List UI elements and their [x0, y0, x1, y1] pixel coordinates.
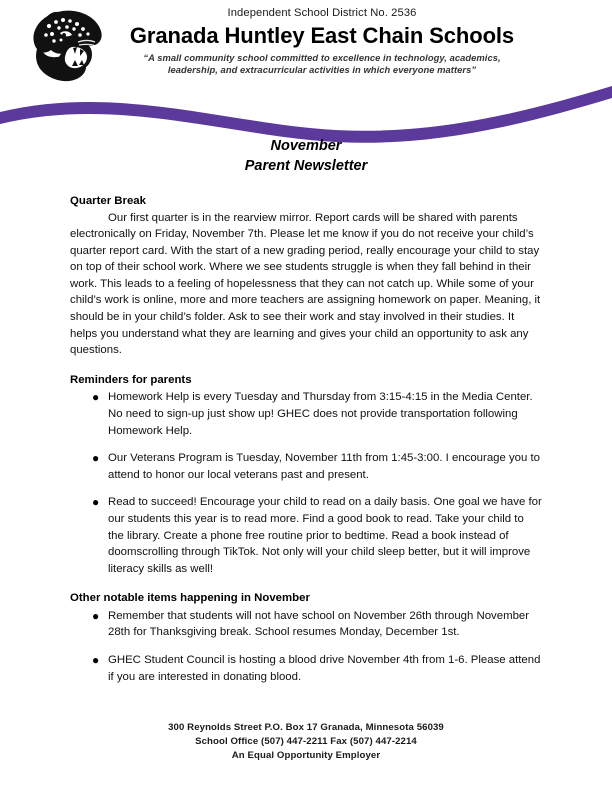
footer-phone: School Office (507) 447-2211 Fax (507) 447-2214 [195, 736, 417, 748]
bullet-icon: ● [92, 495, 100, 510]
list-item [70, 608, 542, 641]
newsletter-body [70, 193, 542, 685]
bullet-icon: ● [92, 652, 100, 667]
footer-address: 300 Reynolds Street P.O. Box 17 Granada, Minnesota 56039 [168, 722, 444, 733]
other-items-list [70, 608, 542, 685]
school-tagline [112, 52, 532, 77]
tagline-line-1: “A small community school committed to excellence in technology, academics, [143, 52, 501, 63]
list-item-text: Our Veterans Program is Tuesday, November 11th from 1:45-3:00. I encourage you to attend to honor our local veterans past and present. [108, 452, 541, 481]
newsletter-title [0, 136, 612, 176]
reminders-list [70, 389, 542, 577]
newsletter-month: November [270, 138, 342, 154]
list-item-text: Homework Help is every Tuesday and Thursday from 3:15-4:15 in the Media Center. No need to sign-up just show up! GHEC does not provide transportation following Homework Help. [108, 391, 533, 437]
section-heading: Reminders for parents [70, 373, 192, 386]
page-footer [0, 721, 612, 764]
footer-eoe: An Equal Opportunity Employer [231, 750, 381, 762]
jaguar-head-icon [16, 2, 108, 92]
section-reminders-for-parents [70, 372, 542, 577]
section-heading: Quarter Break [70, 195, 146, 207]
school-name: Granada Huntley East Chain Schools [129, 23, 515, 48]
district-line: Independent School District No. 2536 [227, 7, 417, 19]
bullet-icon: ● [92, 390, 100, 405]
purple-wave-divider [0, 84, 612, 144]
tagline-line-2: leadership, and extracurricular activities in which everyone matters” [167, 64, 477, 76]
bullet-icon: ● [92, 451, 100, 466]
section-quarter-break [70, 193, 542, 359]
list-item [70, 494, 542, 577]
section-paragraph: Our first quarter is in the rearview mirror. Report cards will be shared with parents electronically on Friday, November 7th. Please let me know if you do not receive your child’s quarter report card. With the start of a new grading period, really encourage your child to stay on top of their school work. Where we see students struggle is when they fall behind in their work. This leads to a feeling of hopelessness that they can not catch up. While some of your child’s work is online, more and more teachers are assigning homework on paper. Meaning, it should be in your child’s folder. Ask to see their work and stay involved in their studies. It helps you understand what they are learning and gives your child an opportunity to ask any questions. [70, 211, 541, 357]
list-item [70, 389, 542, 439]
masthead-text [112, 6, 532, 77]
newsletter-subtitle: Parent Newsletter [244, 158, 368, 174]
section-heading: Other notable items happening in November [70, 592, 310, 605]
wave-graphic [0, 84, 612, 144]
list-item-text: GHEC Student Council is hosting a blood drive November 4th from 1-6. Please attend if you are interested in donating blood. [108, 653, 541, 683]
list-item [70, 450, 542, 483]
list-item [70, 652, 542, 685]
bullet-icon: ● [92, 608, 100, 623]
list-item-text: Read to succeed! Encourage your child to read on a daily basis. One goal we have for our students this year is to read more. Find a good book to read. Take your child to the library. Create a phone free routine prior to bedtime. Read a book instead of doomscrolling through TikTok. Not only will your child sleep better, but it will improve literacy skills as well! [108, 496, 542, 575]
masthead [0, 0, 612, 96]
list-item-text: Remember that students will not have school on November 26th through November 28th for Thanksgiving break. School resumes Monday, December 1st. [108, 609, 530, 639]
school-logo [16, 2, 108, 92]
section-other-notable-items [70, 590, 542, 685]
